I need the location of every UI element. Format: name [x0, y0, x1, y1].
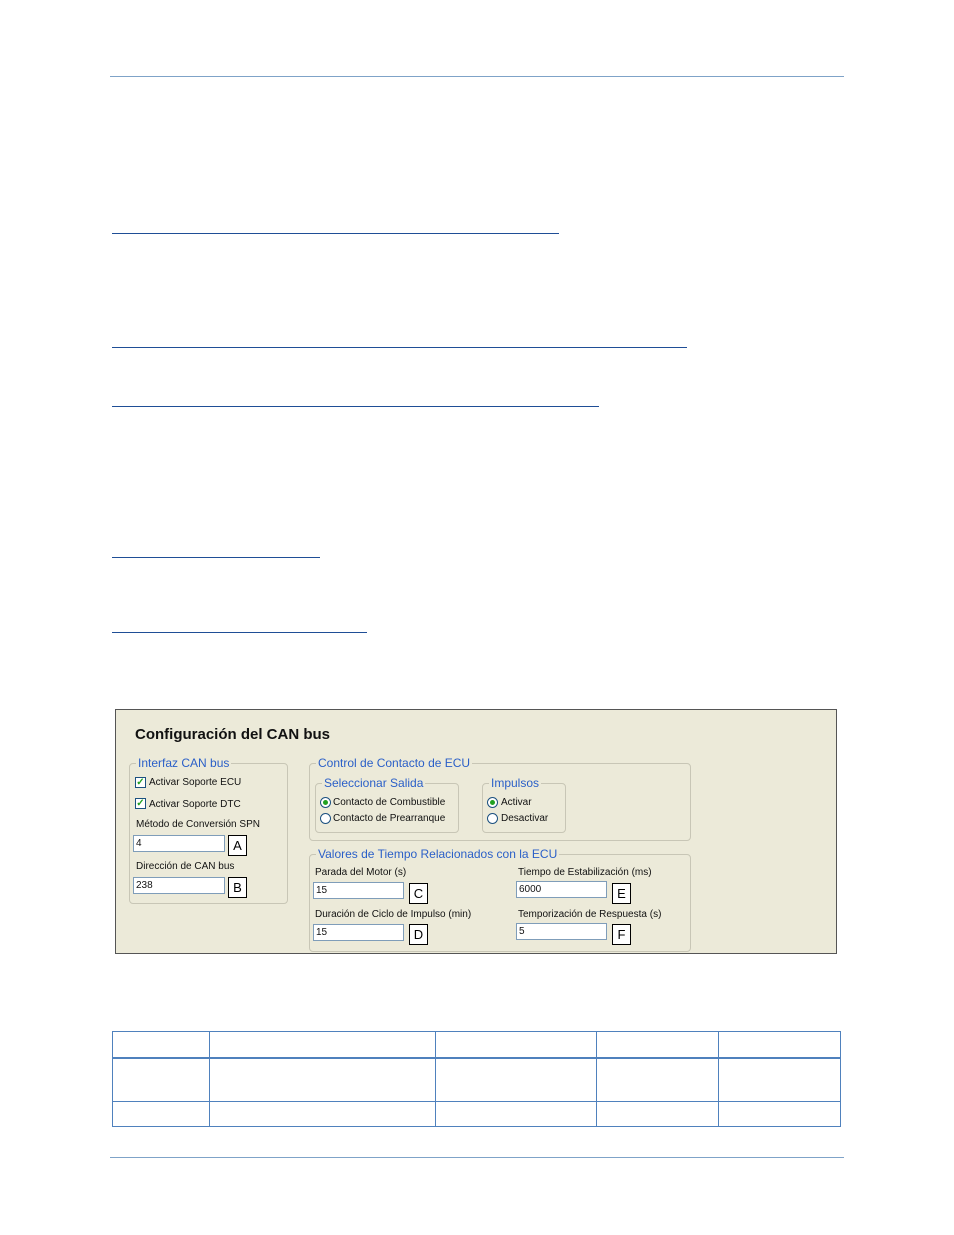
- select-output-legend: Seleccionar Salida: [324, 776, 424, 790]
- can-address-input[interactable]: 238: [133, 877, 225, 894]
- dtc-support-checkbox[interactable]: ✓: [136, 798, 145, 809]
- table-cell: [209, 1032, 435, 1059]
- table-cell: [113, 1032, 210, 1059]
- ecu-support-checkbox[interactable]: ✓: [136, 777, 145, 788]
- can-bus-config-panel: [115, 709, 837, 954]
- table-cell: [719, 1102, 841, 1127]
- precrank-contact-radio[interactable]: [320, 813, 331, 824]
- panel-title: Configuración del CAN bus: [135, 726, 330, 743]
- can-interface-legend: Interfaz CAN bus: [138, 756, 230, 770]
- table-cell: [113, 1058, 210, 1102]
- fuel-contact-label: Contacto de Combustible: [333, 797, 446, 808]
- ecu-contact-legend: Control de Contacto de ECU: [318, 756, 471, 770]
- table-cell: [209, 1058, 435, 1102]
- response-timeout-label: Temporización de Respuesta (s): [518, 909, 662, 920]
- engine-stop-label: Parada del Motor (s): [315, 867, 407, 878]
- settle-time-label: Tiempo de Estabilización (ms): [518, 867, 652, 878]
- callout-d: D: [409, 924, 428, 945]
- hyperlink-2[interactable]: [112, 347, 687, 348]
- hyperlink-5[interactable]: [112, 632, 367, 633]
- table-row: [113, 1102, 841, 1127]
- precrank-contact-label: Contacto de Prearranque: [333, 813, 446, 824]
- table-row: [113, 1058, 841, 1102]
- table-cell: [435, 1058, 597, 1102]
- pulses-activate-label: Activar: [501, 797, 532, 808]
- pulses-deactivate-label: Desactivar: [501, 813, 549, 824]
- table-cell: [719, 1032, 841, 1059]
- callout-c: C: [409, 883, 428, 904]
- response-timeout-input[interactable]: 5: [516, 923, 607, 940]
- hyperlink-3[interactable]: [112, 406, 599, 407]
- table-cell: [597, 1032, 719, 1059]
- settings-table: [112, 1031, 841, 1127]
- dtc-support-label: Activar Soporte DTC: [149, 799, 241, 810]
- callout-e: E: [612, 883, 631, 904]
- table-cell: [209, 1102, 435, 1127]
- table-cell: [435, 1102, 597, 1127]
- table-cell: [597, 1102, 719, 1127]
- callout-f: F: [612, 924, 631, 945]
- ecu-support-label: Activar Soporte ECU: [149, 777, 242, 788]
- table-cell: [597, 1058, 719, 1102]
- can-address-label: Dirección de CAN bus: [136, 861, 235, 872]
- spn-method-label: Método de Conversión SPN: [136, 819, 260, 830]
- fuel-contact-radio[interactable]: [320, 797, 331, 808]
- spn-method-input[interactable]: 4: [133, 835, 225, 852]
- footer-rule: [110, 1157, 844, 1158]
- callout-a: A: [228, 835, 247, 856]
- hyperlink-4[interactable]: [112, 557, 320, 558]
- pulses-activate-radio[interactable]: [487, 797, 498, 808]
- pulses-deactivate-radio[interactable]: [487, 813, 498, 824]
- table-cell: [113, 1102, 210, 1127]
- pulse-cycle-input[interactable]: 15: [313, 924, 404, 941]
- ecu-timing-legend: Valores de Tiempo Relacionados con la ECU: [318, 847, 558, 861]
- table-cell: [435, 1032, 597, 1059]
- pulses-legend: Impulsos: [491, 776, 540, 790]
- callout-b: B: [228, 877, 247, 898]
- table-header-row: [113, 1032, 841, 1059]
- pulse-cycle-label: Duración de Ciclo de Impulso (min): [315, 909, 472, 920]
- engine-stop-input[interactable]: 15: [313, 882, 404, 899]
- header-rule: [110, 76, 844, 77]
- hyperlink-1[interactable]: [112, 233, 559, 234]
- settle-time-input[interactable]: 6000: [516, 881, 607, 898]
- table-cell: [719, 1058, 841, 1102]
